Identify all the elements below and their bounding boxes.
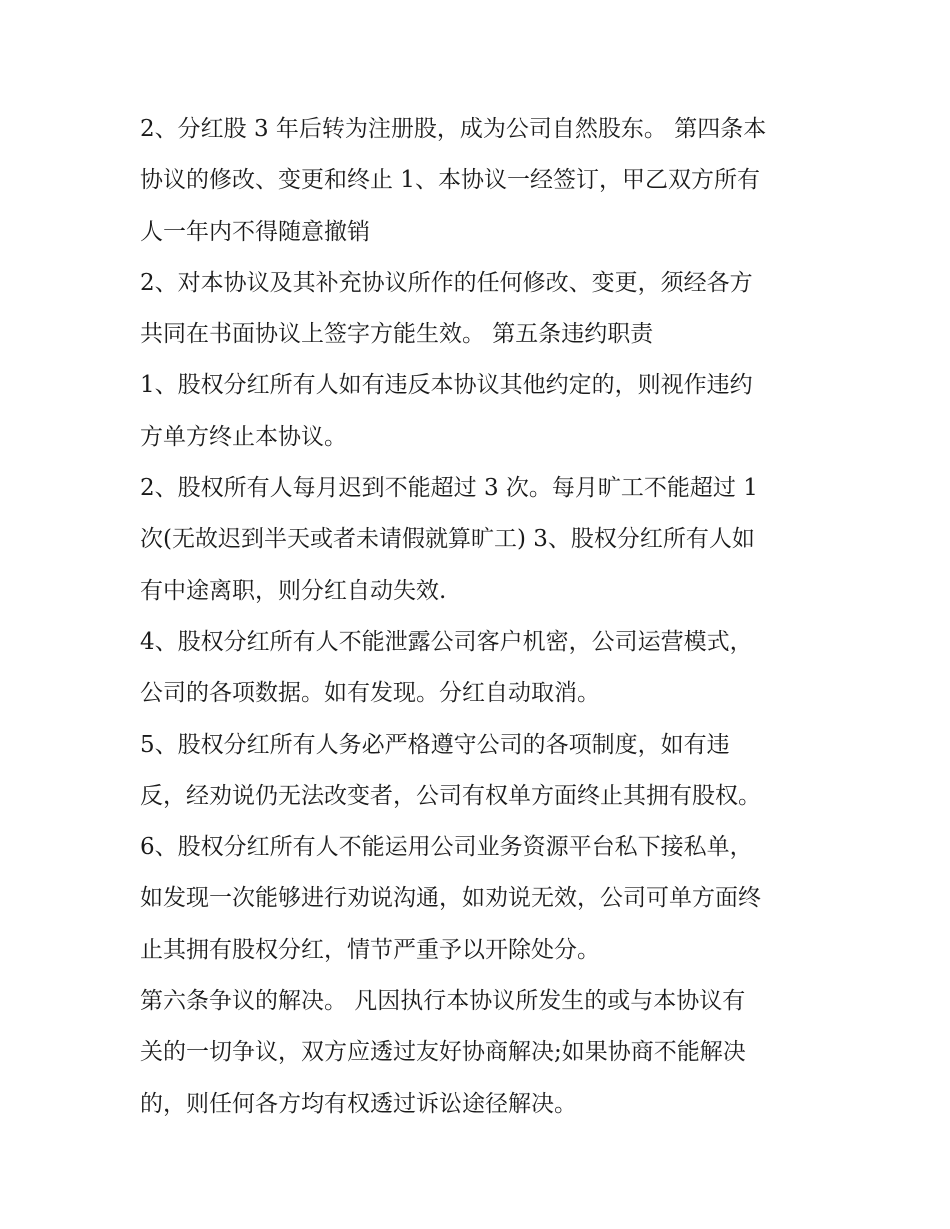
text-line: 公司的各项数据。如有发现。分红自动取消。 — [140, 680, 600, 707]
text-line: 2、股权所有人每月迟到不能超过 3 次。每月旷工不能超过 1 — [140, 475, 758, 502]
text-line: 如发现一次能够进行劝说沟通，如劝说无效，公司可单方面终 — [140, 885, 761, 912]
text-line: 有中途离职，则分红自动失效. — [140, 577, 447, 604]
text-line: 第六条争议的解决。 凡因执行本协议所发生的或与本协议有 — [140, 988, 746, 1015]
text-line: 方单方终止本协议。 — [140, 423, 347, 450]
text-line: 反，经劝说仍无法改变者，公司有权单方面终止其拥有股权。 — [140, 782, 761, 809]
text-line: 1、股权分红所有人如有违反本协议其他约定的，则视作违约 — [140, 372, 753, 399]
text-line: 2、分红股 3 年后转为注册股，成为公司自然股东。 第四条本 — [140, 116, 767, 142]
text-line: 共同在书面协议上签字方能生效。 第五条违约职责 — [140, 321, 654, 348]
text-line: 人一年内不得随意撤销 — [140, 218, 370, 245]
text-line: 2、对本协议及其补充协议所作的任何修改、变更，须经各方 — [140, 269, 753, 296]
text-line: 4、股权分红所有人不能泄露公司客户机密，公司运营模式， — [140, 628, 753, 655]
text-line: 的，则任何各方均有权透过诉讼途径解决。 — [140, 1090, 577, 1117]
text-line: 止其拥有股权分红，情节严重予以开除处分。 — [140, 936, 600, 963]
text-line: 关的一切争议，双方应透过友好协商解决;如果协商不能解决 — [140, 1039, 746, 1066]
text-line: 5、股权分红所有人务必严格遵守公司的各项制度，如有违 — [140, 731, 730, 758]
document-page — [140, 104, 820, 1130]
text-line: 次(无故迟到半天或者未请假就算旷工) 3、股权分红所有人如 — [140, 526, 755, 553]
text-line: 6、股权分红所有人不能运用公司业务资源平台私下接私单， — [140, 834, 753, 861]
text-line: 协议的修改、变更和终止 1、本协议一经签订，甲乙双方所有 — [140, 167, 760, 194]
